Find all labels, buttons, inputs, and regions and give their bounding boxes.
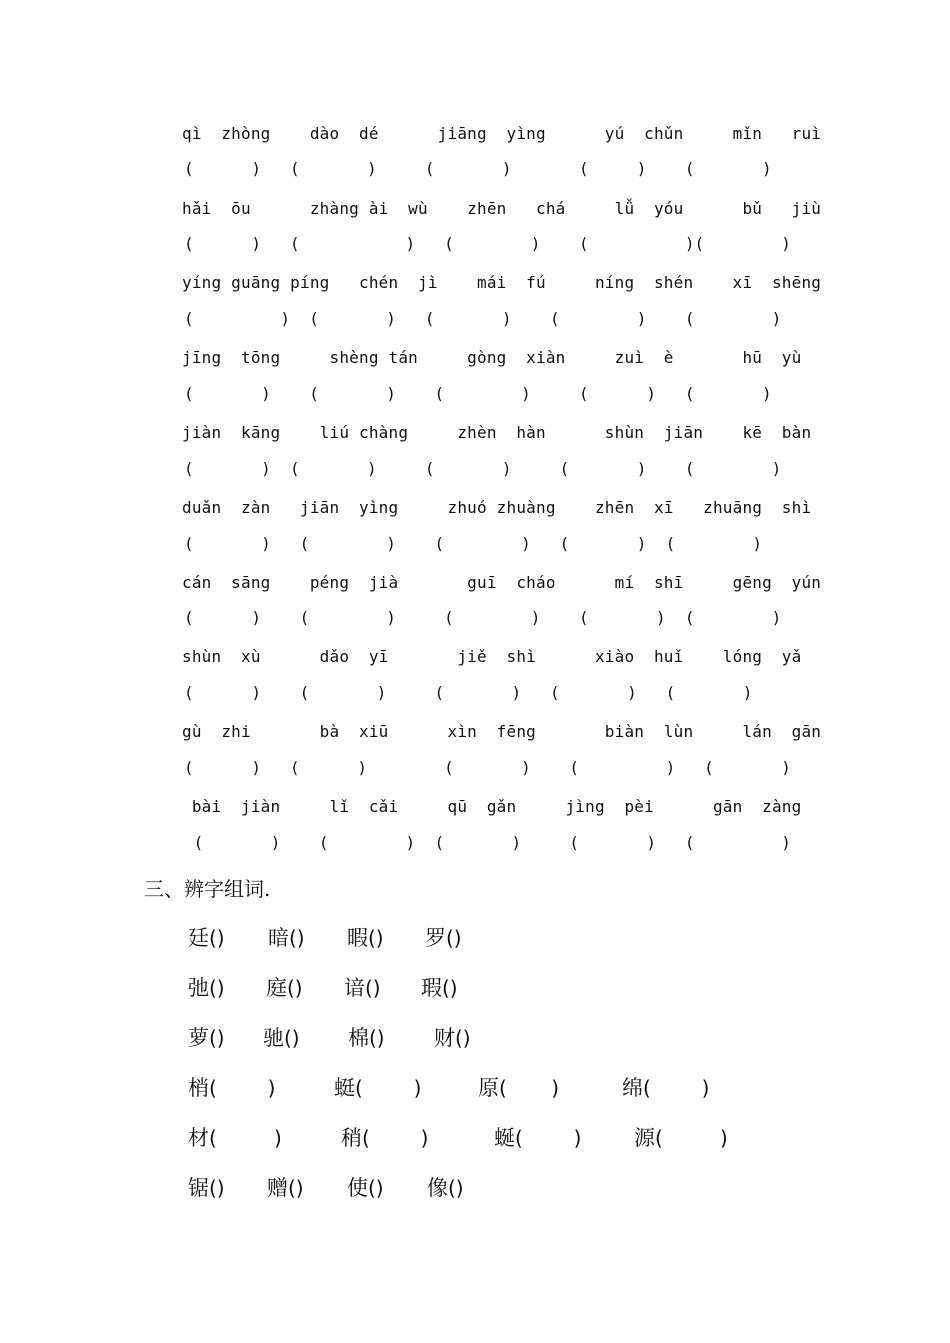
answer-bracket: () — [369, 1026, 385, 1050]
char-group — [344, 972, 381, 1002]
char: 蜓 — [334, 1076, 355, 1100]
answer-bracket: () — [288, 1176, 304, 1200]
answer-parens-row-4: ( ) ( ) ( ) ( ) ( ) — [184, 384, 772, 403]
char-group — [188, 1122, 282, 1152]
char-group — [188, 1022, 225, 1052]
answer-bracket: () — [446, 926, 462, 950]
answer-bracket: () — [209, 1176, 225, 1200]
answer-bracket: ( ) — [643, 1076, 710, 1100]
answer-bracket: () — [455, 1026, 471, 1050]
char: 谙 — [344, 976, 365, 1000]
char: 梢 — [188, 1076, 209, 1100]
pinyin-row-8: shùn xù dǎo yī jiě shì xiào huǐ lóng yǎ — [182, 647, 802, 666]
answer-parens-row-10: ( ) ( ) ( ) ( ) ( ) — [184, 833, 791, 852]
answer-bracket: () — [368, 1176, 384, 1200]
char: 赠 — [267, 1176, 288, 1200]
char-group — [494, 1122, 581, 1152]
char: 源 — [634, 1126, 655, 1150]
char-group — [478, 1072, 559, 1102]
char: 像 — [427, 1176, 448, 1200]
char: 绵 — [622, 1076, 643, 1100]
char: 材 — [188, 1126, 209, 1150]
answer-parens-row-7: ( ) ( ) ( ) ( ) ( ) — [184, 608, 782, 627]
char-group — [188, 922, 225, 952]
char-group — [421, 972, 458, 1002]
char-group — [188, 972, 225, 1002]
answer-parens-row-9: ( ) ( ) ( ) ( ) ( ) — [184, 758, 791, 777]
answer-parens-row-5: ( ) ( ) ( ) ( ) ( ) — [184, 459, 782, 478]
char: 萝 — [188, 1026, 209, 1050]
pinyin-row-7: cán sāng péng jià guī cháo mí shī gēng yún — [182, 573, 822, 592]
pinyin-row-9: gù zhi bà xiū xìn fēng biàn lùn lán gān — [182, 722, 822, 741]
char: 稍 — [341, 1126, 362, 1150]
answer-parens-row-8: ( ) ( ) ( ) ( ) ( ) — [184, 683, 753, 702]
char-group — [334, 1072, 421, 1102]
char: 弛 — [188, 976, 209, 1000]
char: 暗 — [268, 926, 289, 950]
char-group — [267, 1172, 304, 1202]
char: 锯 — [188, 1176, 209, 1200]
char-group — [634, 1122, 728, 1152]
answer-bracket: () — [209, 976, 225, 1000]
char-group — [348, 1022, 385, 1052]
char-group — [347, 1172, 384, 1202]
char: 财 — [434, 1026, 455, 1050]
char-group — [347, 922, 384, 952]
char-group — [622, 1072, 709, 1102]
answer-bracket: () — [284, 1026, 300, 1050]
answer-bracket: ( ) — [655, 1126, 728, 1150]
answer-bracket: () — [365, 976, 381, 1000]
answer-bracket: ( ) — [355, 1076, 422, 1100]
answer-bracket: () — [442, 976, 458, 1000]
answer-parens-row-2: ( ) ( ) ( ) ( )( ) — [184, 234, 791, 253]
pinyin-row-5: jiàn kāng liú chàng zhèn hàn shùn jiān kē bàn — [182, 423, 812, 442]
section-heading: 三、辨字组词. — [144, 877, 271, 901]
char: 驰 — [263, 1026, 284, 1050]
pinyin-row-3: yíng guāng píng chén jì mái fú níng shén xī shēng — [182, 273, 822, 292]
char: 使 — [347, 1176, 368, 1200]
char-group — [427, 1172, 464, 1202]
char-group — [188, 1172, 225, 1202]
answer-bracket: ( ) — [209, 1126, 282, 1150]
char: 瑕 — [421, 976, 442, 1000]
answer-bracket: ( ) — [499, 1076, 560, 1100]
char: 原 — [478, 1076, 499, 1100]
char-group — [266, 972, 303, 1002]
char-group — [341, 1122, 428, 1152]
pinyin-row-1: qì zhòng dào dé jiāng yìng yú chǔn mǐn ruì — [182, 124, 822, 143]
answer-parens-row-1: ( ) ( ) ( ) ( ) ( ) — [184, 159, 772, 178]
pinyin-row-4: jīng tōng shèng tán gòng xiàn zuì è hū yù — [182, 348, 802, 367]
char-group — [425, 922, 462, 952]
char: 暇 — [347, 926, 368, 950]
answer-bracket: () — [209, 1026, 225, 1050]
answer-bracket: ( ) — [209, 1076, 276, 1100]
char: 棉 — [348, 1026, 369, 1050]
answer-bracket: ( ) — [515, 1126, 582, 1150]
pinyin-row-2: hǎi ōu zhàng ài wù zhēn chá lǚ yóu bǔ jiù — [182, 199, 822, 218]
answer-bracket: () — [289, 926, 305, 950]
char: 蜒 — [494, 1126, 515, 1150]
answer-parens-row-6: ( ) ( ) ( ) ( ) ( ) — [184, 534, 762, 553]
char-group — [434, 1022, 471, 1052]
answer-bracket: () — [448, 1176, 464, 1200]
answer-bracket: ( ) — [362, 1126, 429, 1150]
answer-bracket: () — [287, 976, 303, 1000]
answer-bracket: () — [209, 926, 225, 950]
char: 庭 — [266, 976, 287, 1000]
answer-parens-row-3: ( ) ( ) ( ) ( ) ( ) — [184, 309, 782, 328]
char-group — [188, 1072, 275, 1102]
char: 罗 — [425, 926, 446, 950]
char: 廷 — [188, 926, 209, 950]
pinyin-row-10: bài jiàn lǐ cǎi qū gǎn jìng pèi gān zàng — [182, 797, 802, 816]
pinyin-row-6: duǎn zàn jiān yìng zhuó zhuàng zhēn xī zhuāng shì — [182, 498, 812, 517]
answer-bracket: () — [368, 926, 384, 950]
char-group — [268, 922, 305, 952]
char-group — [263, 1022, 300, 1052]
